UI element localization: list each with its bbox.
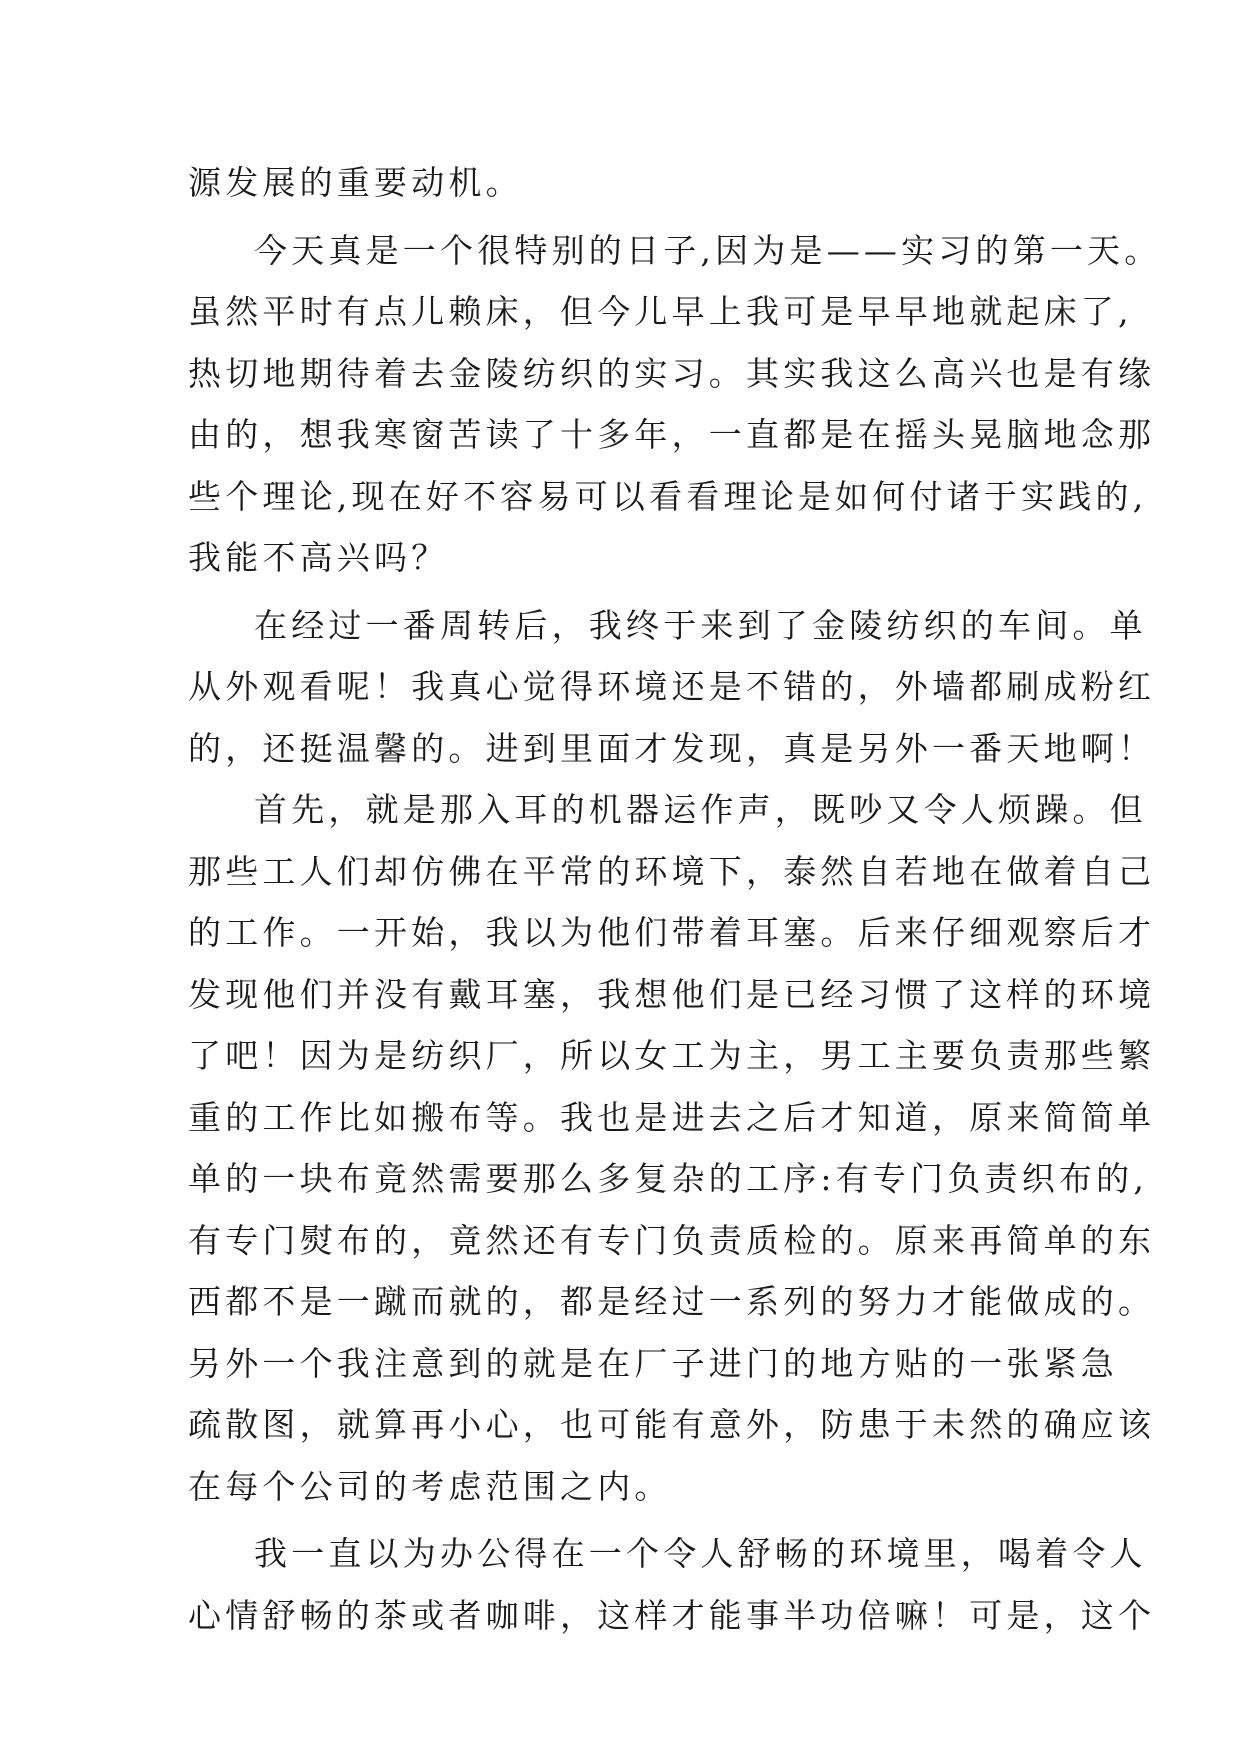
text-line: 热切地期待着去金陵纺织的实习。其实我这么高兴也是有缘	[188, 353, 1156, 393]
text-line: 些个理论,现在好不容易可以看看理论是如何付诸于实践的,	[188, 476, 1148, 516]
text-line: 心情舒畅的茶或者咖啡，这样才能事半功倍嘛！可是，这个	[188, 1595, 1156, 1635]
text-line: 由的，想我寒窗苦读了十多年，一直都是在摇头晃脑地念那	[188, 415, 1156, 454]
text-line: 发现他们并没有戴耳塞，我想他们是已经习惯了这样的环境	[188, 974, 1156, 1014]
body-text	[188, 152, 1162, 1646]
text-line: 那些工人们却仿佛在平常的环境下，泰然自若地在做着自己	[188, 851, 1156, 891]
text-line: 西都不是一蹴而就的，都是经过一系列的努力才能做成的。	[188, 1282, 1156, 1321]
text-line: 在每个公司的考虑范围之内。	[188, 1466, 672, 1506]
text-line: 在经过一番周转后，我终于来到了金陵纺织的车间。单	[254, 605, 1147, 645]
text-line: 虽然平时有点儿赖床，但今儿早上我可是早早地就起床了,	[188, 292, 1133, 331]
text-line: 的工作。一开始，我以为他们带着耳塞。后来仔细观察后才	[188, 913, 1156, 952]
text-line: 从外观看呢！我真心觉得环境还是不错的，外墙都刷成粉红	[188, 667, 1156, 706]
text-line: 了吧！因为是纺织厂，所以女工为主，男工主要负责那些繁	[188, 1036, 1156, 1075]
text-line: 首先，就是那入耳的机器运作声，既吵又令人烦躁。但	[254, 790, 1147, 829]
text-line: 疏散图，就算再小心，也可能有意外，防患于未然的确应该	[188, 1405, 1156, 1444]
text-line: 今天真是一个很特别的日子,因为是——实习的第一天。	[254, 230, 1162, 270]
text-line: 重的工作比如搬布等。我也是进去之后才知道，原来简简单	[188, 1097, 1156, 1137]
text-line: 源发展的重要动机。	[188, 163, 523, 202]
text-line: 单的一块布竟然需要那么多复杂的工序:有专门负责织布的,	[188, 1159, 1149, 1198]
text-line: 我能不高兴吗？	[188, 538, 449, 577]
text-line: 另外一个我注意到的就是在厂子进门的地方贴的一张紧急	[188, 1343, 1118, 1383]
text-line: 有专门熨布的，竟然还有专门负责质检的。原来再简单的东	[188, 1220, 1156, 1260]
text-line: 我一直以为办公得在一个令人舒畅的环境里，喝着令人	[254, 1534, 1147, 1573]
text-line: 的，还挺温馨的。进到里面才发现，真是另外一番天地啊！	[188, 728, 1156, 768]
